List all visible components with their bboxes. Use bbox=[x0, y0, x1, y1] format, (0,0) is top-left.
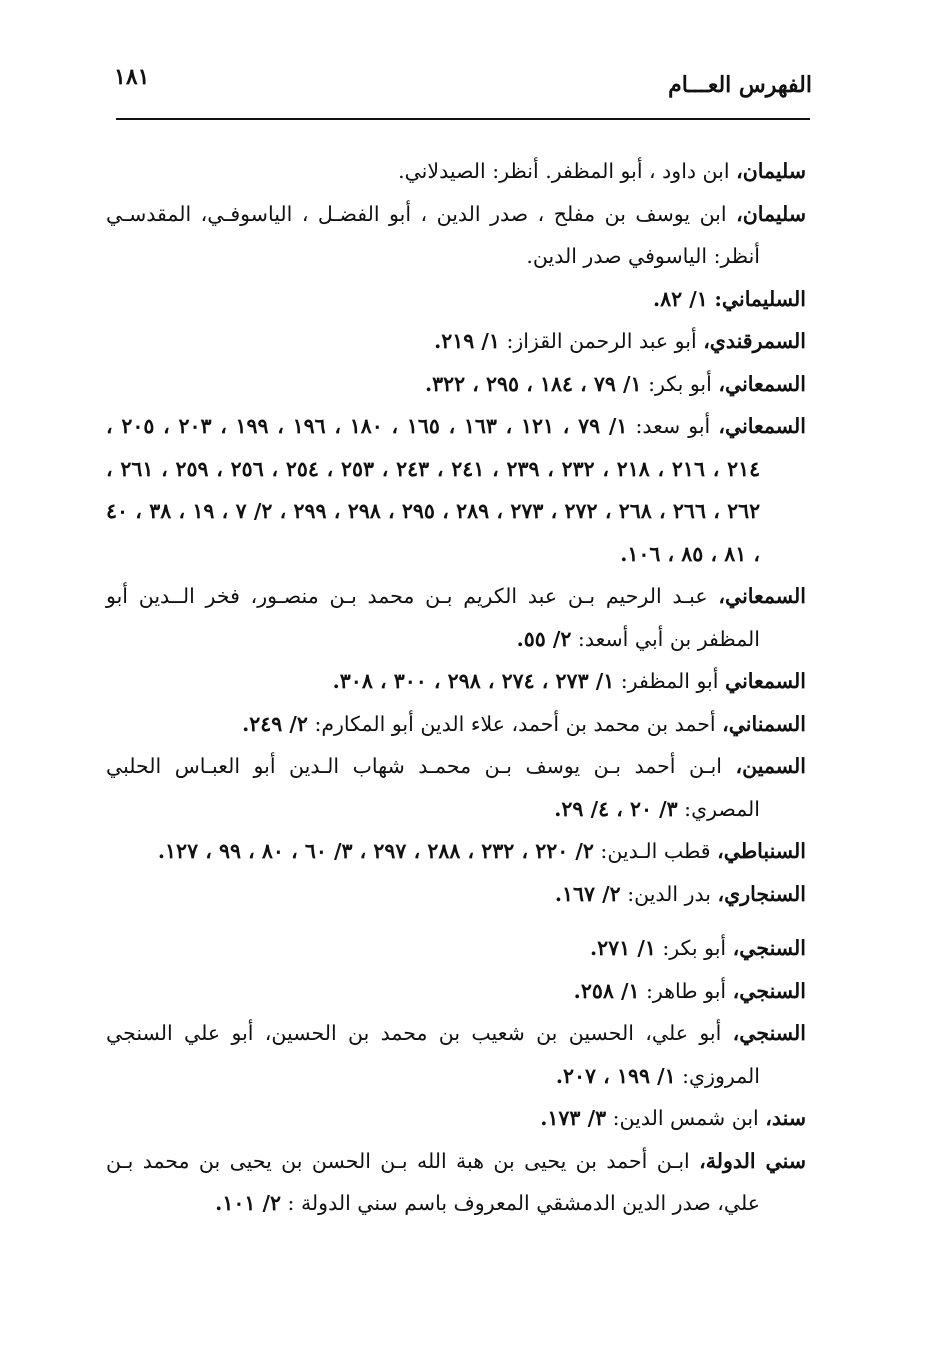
index-entry bbox=[106, 405, 806, 575]
entry-text: أحمد بن محمد بن أحمد، علاء الدين أبو المكارم: bbox=[307, 711, 723, 736]
entry-refs: ٢/ ٢٤٩. bbox=[242, 711, 308, 736]
index-entry bbox=[106, 830, 806, 873]
entry-headword: السنجي، bbox=[732, 978, 806, 1003]
entry-headword: السمعاني، bbox=[718, 371, 806, 396]
entry-text: أبو بكر: bbox=[641, 371, 719, 396]
entry-text: ابـن أحمد بن يحيى بن هبة الله بـن الحسن بن يحيى بن محمد بـن علي، صدر الدين الدمشقي المعروف باسم سني الدولة : bbox=[106, 1148, 760, 1215]
entry-headword: سند، bbox=[765, 1106, 806, 1130]
entry-headword: السليماني: bbox=[714, 286, 806, 311]
entry-headword: السمناني، bbox=[722, 711, 806, 736]
entry-text: بدر الدين: bbox=[620, 881, 718, 906]
index-entry bbox=[106, 970, 806, 1013]
entry-headword: السمرقندي، bbox=[703, 329, 806, 353]
entry-refs: ٣/ ١٧٣. bbox=[540, 1106, 607, 1130]
index-entry bbox=[106, 278, 806, 321]
entry-refs: ١/ ٧٩ ، ١٢١ ، ١٦٣ ، ١٦٥ ، ١٨٠ ، ١٩٦ ، ١٩٩ ، ٢٠٣ ، ٢٠٥ ، ٢١٤ ، ٢١٦ ، ٢١٨ ، ٢٣٢ ، ٢٣٩ ، ٢٤١ ، ٢٤٣ ، ٢٥٣ ، ٢٥٤ ، ٢٥٦ ، ٢٥٩ ، ٢٦١ ، ٢٦٢ ، ٢٦٦ ، ٢٦٨ ، ٢٧٢ ، ٢٧٣ ، ٢٨٩ ، ٢٩٥ ، ٢٩٨ ، ٢٩٩ ، ٢/ ٧ ، ١٩ ، ٣٨ ، ٤٠ ، ٨١ ، ٨٥ ، ١٠٦. bbox=[106, 414, 761, 566]
index-entry bbox=[106, 873, 806, 916]
entry-refs: ١/ ٨٢. bbox=[652, 286, 708, 311]
entry-text: أبو علي، الحسين بن شعيب بن محمد بن الحسين، أبو علي السنجي المروزي: bbox=[106, 1021, 760, 1088]
entry-headword: السنباطي، bbox=[717, 839, 806, 863]
entry-refs: ١/ ٢٧٣ ، ٢٧٤ ، ٢٩٨ ، ٣٠٠ ، ٣٠٨. bbox=[332, 669, 615, 693]
entry-headword: السنجاري، bbox=[717, 881, 806, 906]
entry-text: عبـد الرحيم بـن عبد الكريم بـن محمد بـن منصـور، فخر الــدين أبو المظفر بن أبي أسعد: bbox=[106, 584, 760, 651]
entry-refs: ١/ ٢٧١. bbox=[590, 936, 656, 960]
entry-text: ابن داود ، أبو المظفر. أنظر: الصيدلاني. bbox=[398, 159, 737, 183]
entry-text: قطب الـدين: bbox=[593, 839, 718, 863]
index-entry bbox=[106, 745, 806, 830]
index-entry bbox=[106, 575, 806, 660]
entry-refs: ١/ ٧٩ ، ١٨٤ ، ٢٩٥ ، ٣٢٢. bbox=[424, 371, 642, 396]
index-entry bbox=[106, 193, 806, 278]
index-entry bbox=[106, 1097, 806, 1140]
entry-refs: ٢/ ١٦٧. bbox=[554, 881, 621, 906]
entry-refs: ٣/ ٢٠ ، ٤/ ٢٩. bbox=[554, 796, 678, 821]
index-entry bbox=[106, 703, 806, 746]
entry-headword: السمعاني bbox=[724, 669, 806, 693]
entry-text: أبو المظفر: bbox=[614, 669, 725, 693]
entry-text: ابن يوسف بن مفلح ، صدر الدين ، أبو الفضـل ، الياسوفـي، المقدسـي أنظر: الياسوفي صدر الدين. bbox=[106, 201, 760, 268]
index-entry bbox=[106, 660, 806, 703]
entry-text: أبو سعد: bbox=[627, 414, 719, 438]
page-number: ١٨١ bbox=[114, 64, 150, 90]
entry-headword: سني الدولة، bbox=[699, 1148, 806, 1173]
entry-headword: السنجي، bbox=[732, 1021, 806, 1045]
entry-text: أبو طاهر: bbox=[639, 978, 733, 1003]
entry-text: أبو بكر: bbox=[655, 936, 733, 960]
entry-text: ابن شمس الدين: bbox=[606, 1106, 766, 1130]
entry-text: ابـن أحمد بـن يوسف بـن محمـد شهاب الـدين أبو العبـاس الحلبي المصري: bbox=[106, 754, 760, 821]
entry-refs: ٢/ ١٠١. bbox=[215, 1191, 281, 1215]
page-header bbox=[112, 62, 812, 106]
entry-refs: ١/ ٢١٩. bbox=[434, 329, 500, 353]
entry-headword: السنجي، bbox=[732, 936, 806, 960]
entry-headword: سليمان، bbox=[736, 159, 806, 183]
entry-refs: ٢/ ٥٥. bbox=[516, 626, 572, 651]
header-title: الفهرس العـــام bbox=[668, 72, 812, 98]
entry-text: أبو عبد الرحمن القزاز: bbox=[499, 329, 704, 353]
entry-headword: السمين، bbox=[735, 754, 806, 778]
index-entry bbox=[106, 1140, 806, 1225]
index-entry bbox=[106, 927, 806, 970]
index-list bbox=[106, 150, 806, 1225]
entry-headword: السمعاني، bbox=[718, 584, 806, 608]
index-entry bbox=[106, 1012, 806, 1097]
entry-headword: السمعاني، bbox=[718, 414, 806, 438]
entry-headword: سليمان، bbox=[736, 201, 806, 226]
index-entry bbox=[106, 150, 806, 193]
header-rule bbox=[116, 118, 810, 120]
index-entry bbox=[106, 363, 806, 406]
index-entry bbox=[106, 320, 806, 363]
entry-refs: ١/ ٢٥٨. bbox=[573, 978, 640, 1003]
entry-refs: ٢/ ٢٢٠ ، ٢٣٢ ، ٢٨٨ ، ٢٩٧ ، ٣/ ٦٠ ، ٨٠ ، ٩٩ ، ١٢٧. bbox=[157, 839, 594, 863]
entry-refs: ١/ ١٩٩ ، ٢٠٧. bbox=[555, 1063, 676, 1088]
